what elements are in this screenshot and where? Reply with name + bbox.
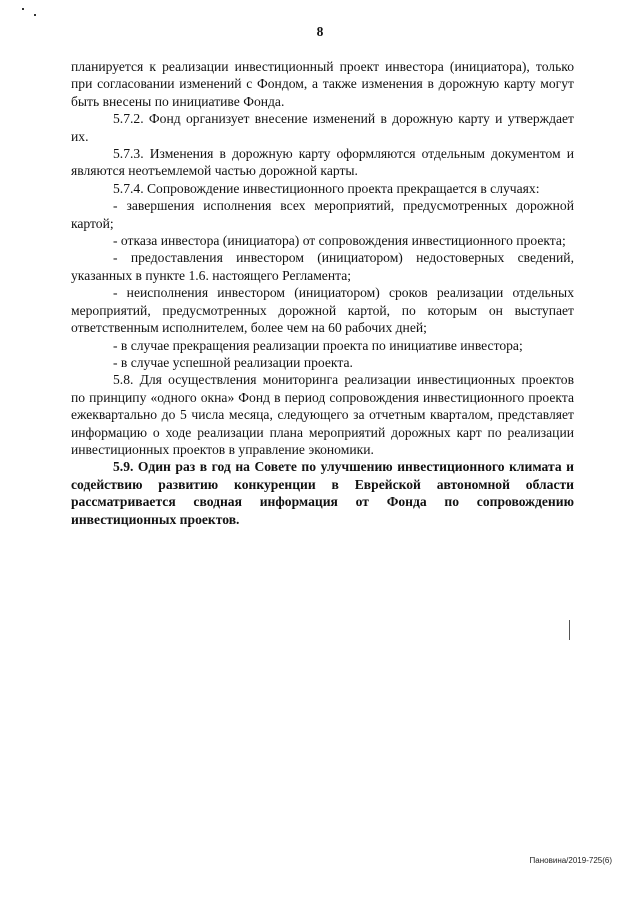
paragraph-5-8: 5.8. Для осуществления мониторинга реализации инвестиционных проектов по принципу «одного окна» Фонд в период сопровождения инвестиционного проекта ежеквартально до 5 числа месяца, следующего за отчетным кварталом, представляет информацию о ходе реализации плана мероприятий дорожных карт по реализации инвестиционных проектов в управление экономики. bbox=[71, 372, 574, 457]
paragraph-5-9: 5.9. Один раз в год на Совете по улучшению инвестиционного климата и содействию развитию конкуренции в Еврейской автономной области рассматривается сводная информация от Фонда по сопровождению инвестиционных проектов. bbox=[71, 459, 574, 527]
page-number: 8 bbox=[316, 24, 324, 39]
list-item-refusal: - отказа инвестора (инициатора) от сопровождения инвестиционного проекта; bbox=[113, 233, 566, 249]
footer-code: Пановина/2019-725(6) bbox=[529, 856, 612, 865]
document-body bbox=[71, 58, 574, 528]
list-item-false-info: - предоставления инвестором (инициатором) недостоверных сведений, указанных в пункте 1.6. настоящего Регламента; bbox=[71, 250, 574, 283]
list-item-nonfulfillment: - неисполнения инвестором (инициатором) сроков реализации отдельных мероприятий, предусмотренных дорожной картой, по которым он выступает ответственным исполнителем, более чем на 60 рабочих дней; bbox=[71, 285, 574, 336]
paragraph-5-7-2: 5.7.2. Фонд организует внесение изменений в дорожную карту и утверждает их. bbox=[71, 111, 574, 144]
list-item-success: - в случае успешной реализации проекта. bbox=[113, 354, 353, 370]
scan-speck bbox=[34, 14, 36, 16]
scan-speck bbox=[22, 8, 24, 10]
list-item-completion: - завершения исполнения всех мероприятий, предусмотренных дорожной картой; bbox=[71, 198, 574, 231]
paragraph-5-7-3: 5.7.3. Изменения в дорожную карту оформляются отдельным документом и являются неотъемлемой частью дорожной карты. bbox=[71, 146, 574, 179]
paragraph-continuation: планируется к реализации инвестиционный проект инвестора (инициатора), только при согласовании изменений с Фондом, а также изменения в дорожную карту могут быть внесены по инициативе Фонда. bbox=[71, 59, 574, 109]
scan-mark bbox=[569, 620, 570, 640]
paragraph-5-7-4: 5.7.4. Сопровождение инвестиционного проекта прекращается в случаях: bbox=[113, 180, 540, 196]
list-item-termination: - в случае прекращения реализации проекта по инициативе инвестора; bbox=[113, 337, 523, 353]
